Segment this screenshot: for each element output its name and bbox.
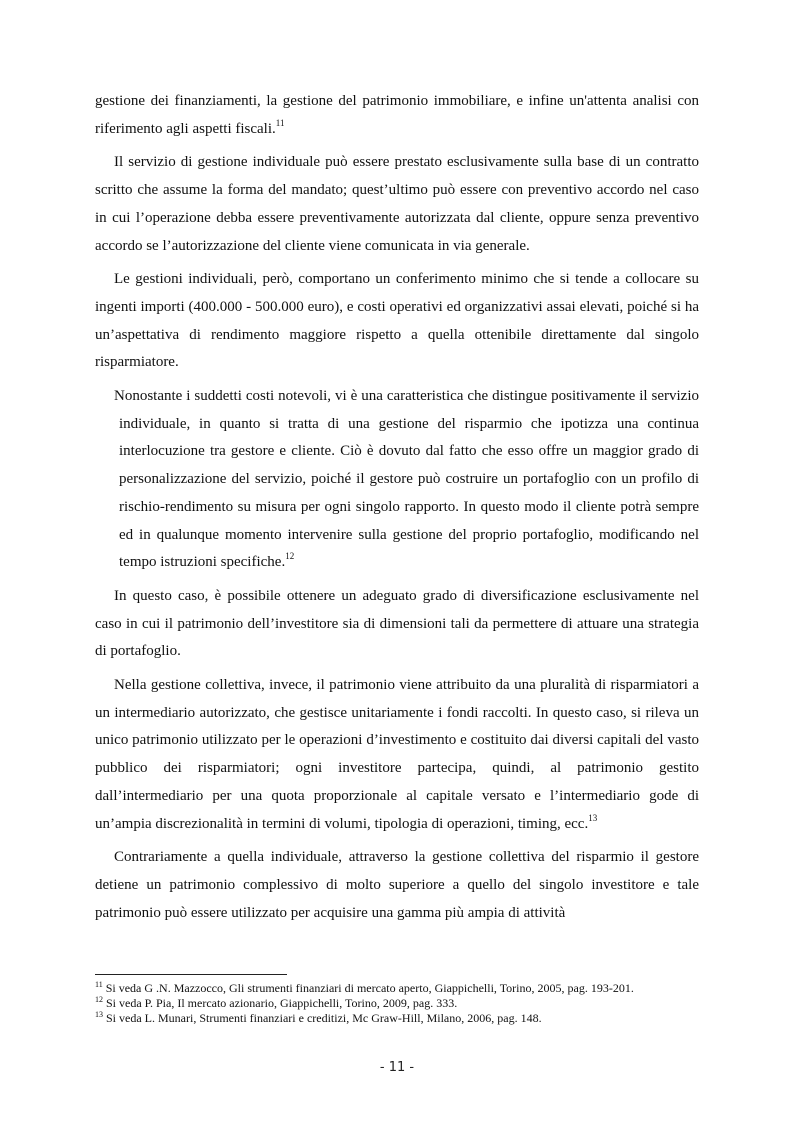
footnote-ref-12[interactable]: 12	[285, 551, 295, 562]
paragraph-1: gestione dei finanziamenti, la gestione del patrimonio immobiliare, e infine un'attenta analisi con riferimento agli aspetti fiscali.$^{11}$	[95, 93, 699, 137]
paragraph-5: In questo caso, è possibile ottenere un adeguato grado di diversificazione esclusivamente nel caso in cui il patrimonio dell’investitore sia di dimensioni tali da permettere di attuare una strategia di portafoglio.	[95, 587, 699, 660]
footnote-ref-13[interactable]: 13	[588, 812, 598, 823]
footnotes	[95, 981, 705, 1026]
footnote-separator	[95, 974, 287, 975]
footnote-11: $^{11}$ Si veda G .N. Mazzocco, Gli strumenti finanziari di mercato aperto, Giappichelli, Torino, 2005, pag. 193-201.	[95, 980, 634, 995]
footnote-12: $^{12}$ Si veda P. Pia, Il mercato azionario, Giappichelli, Torino, 2009, pag. 333.	[95, 995, 458, 1010]
footnote-ref-11[interactable]: 11	[275, 117, 285, 128]
paragraph-2: Il servizio di gestione individuale può essere prestato esclusivamente sulla base di un contratto scritto che assume la forma del mandato; quest’ultimo può essere con preventivo accordo nel caso in cui l’operazione debba essere preventivamente autorizzata dal cliente, oppure senza preventivo accordo se l’autorizzazione del cliente viene comunicata in via generale.	[95, 154, 699, 254]
page-number: - 11 -	[379, 1060, 415, 1075]
footnote-13: $^{13}$ Si veda L. Munari, Strumenti finanziari e creditizi, Mc Graw-Hill, Milano, 2006, pag. 148.	[95, 1010, 542, 1025]
paragraph-4: Nonostante i suddetti costi notevoli, vi è una caratteristica che distingue positivamente il servizio individuale, in quanto si tratta di una gestione del risparmio che ipotizza una continua interlocuzione tra gestore e cliente. Ciò è dovuto dal fatto che esso offre un maggior grado di personalizzazione del servizio, poiché il gestore può costruire un portafoglio con un profilo di rischio-rendimento su misura per ogni singolo rapporto. In questo modo il cliente potrà sempre ed in qualunque momento intervenire sulla gestione del proprio portafoglio, modificando nel tempo istruzioni specifiche.$^{12}$	[114, 388, 699, 571]
paragraph-7: Contrariamente a quella individuale, attraverso la gestione collettiva del risparmio il gestore detiene un patrimonio complessivo di molto superiore a quello del singolo investitore e tale patrimonio può essere utilizzato per acquisire una gamma più ampia di attività	[95, 849, 699, 921]
page-body	[95, 88, 699, 933]
paragraph-6: Nella gestione collettiva, invece, il patrimonio viene attribuito da una pluralità di risparmiatori a un intermediario autorizzato, che gestisce unitariamente i fondi raccolti. In questo caso, si rileva un unico patrimonio utilizzato per le operazioni d’investimento e costituito dai diversi capitali del vasto pubblico dei risparmiatori; ogni investitore partecipa, quindi, al patrimonio gestito dall’intermediario per una quota proporzionale al capitale versato e l’intermediario gode di un’ampia discrezionalità in termini di volumi, tipologia di operazioni, timing, ecc.$^{13}$	[95, 677, 699, 832]
paragraph-3: Le gestioni individuali, però, comportano un conferimento minimo che si tende a collocare su ingenti importi (400.000 - 500.000 euro), e costi operativi ed organizzativi assai elevati, poiché si ha un’aspettativa di rendimento maggiore rispetto a quella ottenibile direttamente dal singolo risparmiatore.	[95, 271, 699, 371]
